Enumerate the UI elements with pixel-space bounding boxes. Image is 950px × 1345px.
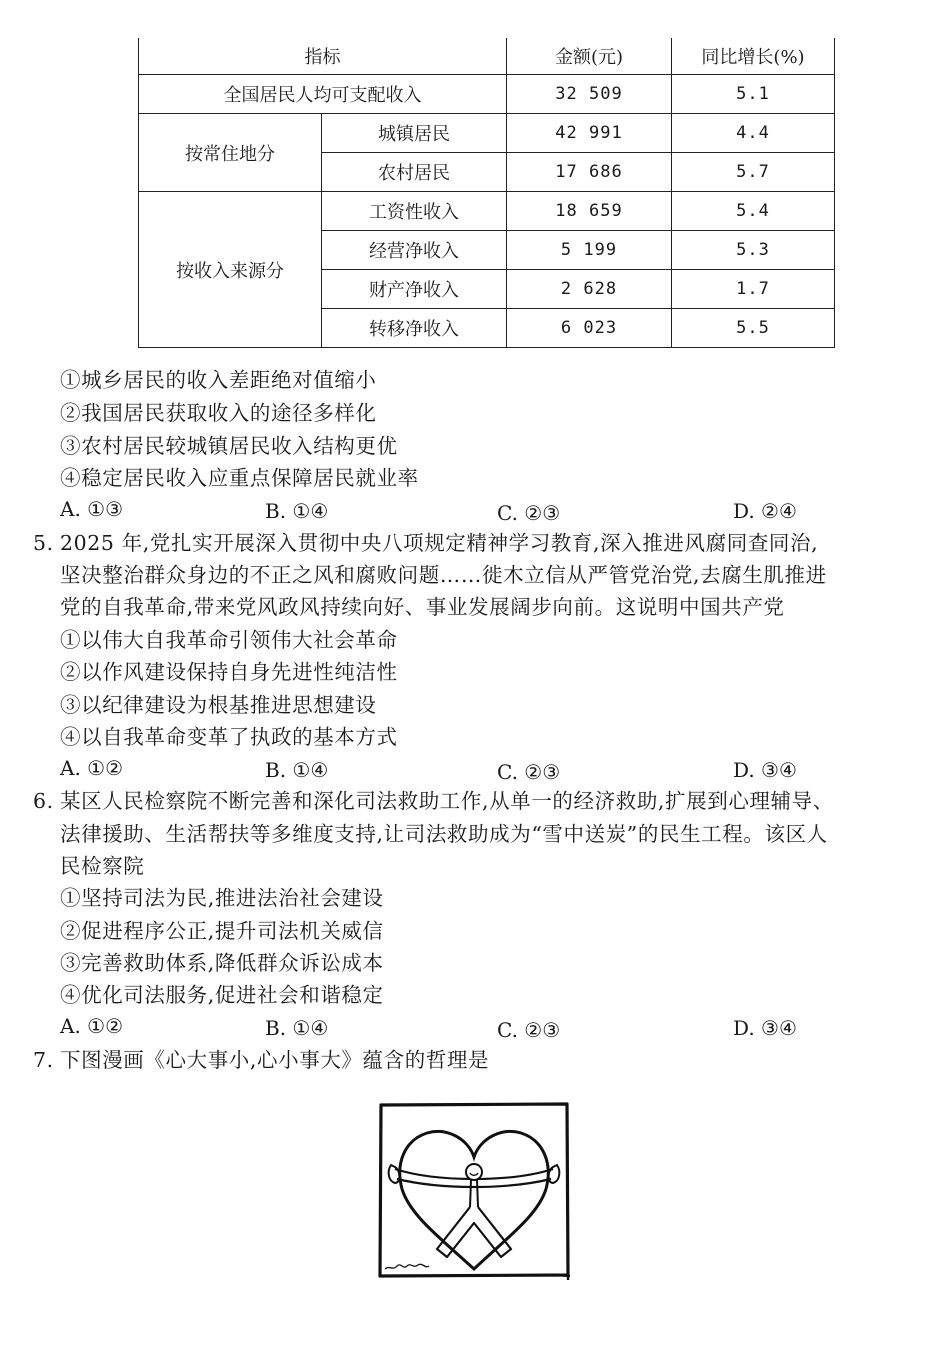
q6-statement-1: ①坚持司法为民,推进法治社会建设 [60, 886, 384, 910]
q4-statement-2: ②我国居民获取收入的途径多样化 [60, 401, 377, 425]
q5-option-c[interactable]: C. ②③ [497, 760, 561, 784]
group-label: 按常住地分 [139, 114, 322, 192]
row-label: 转移净收入 [322, 309, 507, 348]
row-amount: 42 991 [507, 114, 672, 153]
income-table [138, 38, 835, 348]
q6-option-d[interactable]: D. ③④ [733, 1016, 797, 1040]
q6-statement-4: ④优化司法服务,促进社会和谐稳定 [60, 983, 384, 1007]
table-row [139, 75, 835, 114]
row-amount: 32 509 [507, 75, 672, 114]
heart-icon [400, 1131, 548, 1269]
figure-legs [437, 1207, 511, 1257]
q5-option-b[interactable]: B. ①④ [265, 758, 329, 782]
row-growth: 5.4 [672, 192, 835, 231]
q5-option-d[interactable]: D. ③④ [733, 758, 797, 782]
q5-option-a[interactable]: A. ①② [60, 756, 124, 780]
row-label: 全国居民人均可支配收入 [139, 75, 507, 114]
row-label: 农村居民 [322, 153, 507, 192]
q6-statement-3: ③完善救助体系,降低群众诉讼成本 [60, 951, 384, 975]
q5-statement-3: ③以纪律建设为根基推进思想建设 [60, 693, 377, 717]
q5-statement-4: ④以自我革命变革了执政的基本方式 [60, 725, 398, 749]
q7-stem: 下图漫画《心大事小,心小事大》蕴含的哲理是 [60, 1048, 490, 1072]
q6-option-b[interactable]: B. ①④ [265, 1016, 329, 1040]
table-header-row [139, 38, 835, 75]
row-growth: 5.5 [672, 309, 835, 348]
q4-option-c[interactable]: C. ②③ [497, 501, 561, 525]
cartoon-frame [380, 1104, 568, 1276]
row-label: 经营净收入 [322, 231, 507, 270]
q5-stem-line-3: 党的自我革命,带来党风政风持续向好、事业发展阔步向前。这说明中国共产党 [60, 595, 785, 619]
q6-stem-line-2: 法律援助、生活帮扶等多维度支持,让司法救助成为“雪中送炭”的民生工程。该区人 [60, 822, 828, 846]
q5-statement-2: ②以作风建设保持自身先进性纯洁性 [60, 660, 398, 684]
q4-option-a[interactable]: A. ①③ [60, 497, 124, 521]
row-growth: 4.4 [672, 114, 835, 153]
q4-option-b[interactable]: B. ①④ [265, 499, 329, 523]
row-label: 工资性收入 [322, 192, 507, 231]
q6-stem-line-1: 某区人民检察院不断完善和深化司法救助工作,从单一的经济救助,扩展到心理辅导、 [60, 789, 834, 813]
figure-head [466, 1164, 482, 1180]
q4-statement-3: ③农村居民较城镇居民收入结构更优 [60, 434, 398, 458]
q5-number: 5. [33, 531, 54, 555]
artist-signature [385, 1264, 429, 1269]
q7-number: 7. [33, 1048, 54, 1072]
header-growth: 同比增长(%) [672, 38, 835, 75]
row-label: 城镇居民 [322, 114, 507, 153]
row-growth: 5.3 [672, 231, 835, 270]
q6-statement-2: ②促进程序公正,提升司法机关威信 [60, 919, 384, 943]
row-amount: 5 199 [507, 231, 672, 270]
header-indicator: 指标 [139, 38, 507, 75]
q5-statement-1: ①以伟大自我革命引领伟大社会革命 [60, 628, 398, 652]
q4-statement-1: ①城乡居民的收入差距绝对值缩小 [60, 368, 377, 392]
header-amount: 金额(元) [507, 38, 672, 75]
row-growth: 5.7 [672, 153, 835, 192]
row-amount: 18 659 [507, 192, 672, 231]
table-row [139, 114, 835, 153]
q4-option-d[interactable]: D. ②④ [733, 499, 797, 523]
row-amount: 6 023 [507, 309, 672, 348]
q6-stem-line-3: 民检察院 [60, 854, 145, 878]
group-label: 按收入来源分 [139, 192, 322, 348]
q6-option-a[interactable]: A. ①② [60, 1014, 124, 1038]
row-amount: 17 686 [507, 153, 672, 192]
row-growth: 5.1 [672, 75, 835, 114]
q6-option-c[interactable]: C. ②③ [497, 1018, 561, 1042]
row-label: 财产净收入 [322, 270, 507, 309]
row-amount: 2 628 [507, 270, 672, 309]
q6-number: 6. [33, 789, 54, 813]
q5-stem-line-1: 2025 年,党扎实开展深入贯彻中央八项规定精神学习教育,深入推进风腐同查同治, [60, 531, 819, 555]
q5-stem-line-2: 坚决整治群众身边的不正之风和腐败问题……徙木立信从严管党治党,去腐生肌推进 [60, 563, 827, 587]
figure-body [470, 1180, 478, 1207]
table-row [139, 192, 835, 231]
q4-statement-4: ④稳定居民收入应重点保障居民就业率 [60, 466, 419, 490]
heart-cartoon [375, 1099, 575, 1284]
row-growth: 1.7 [672, 270, 835, 309]
